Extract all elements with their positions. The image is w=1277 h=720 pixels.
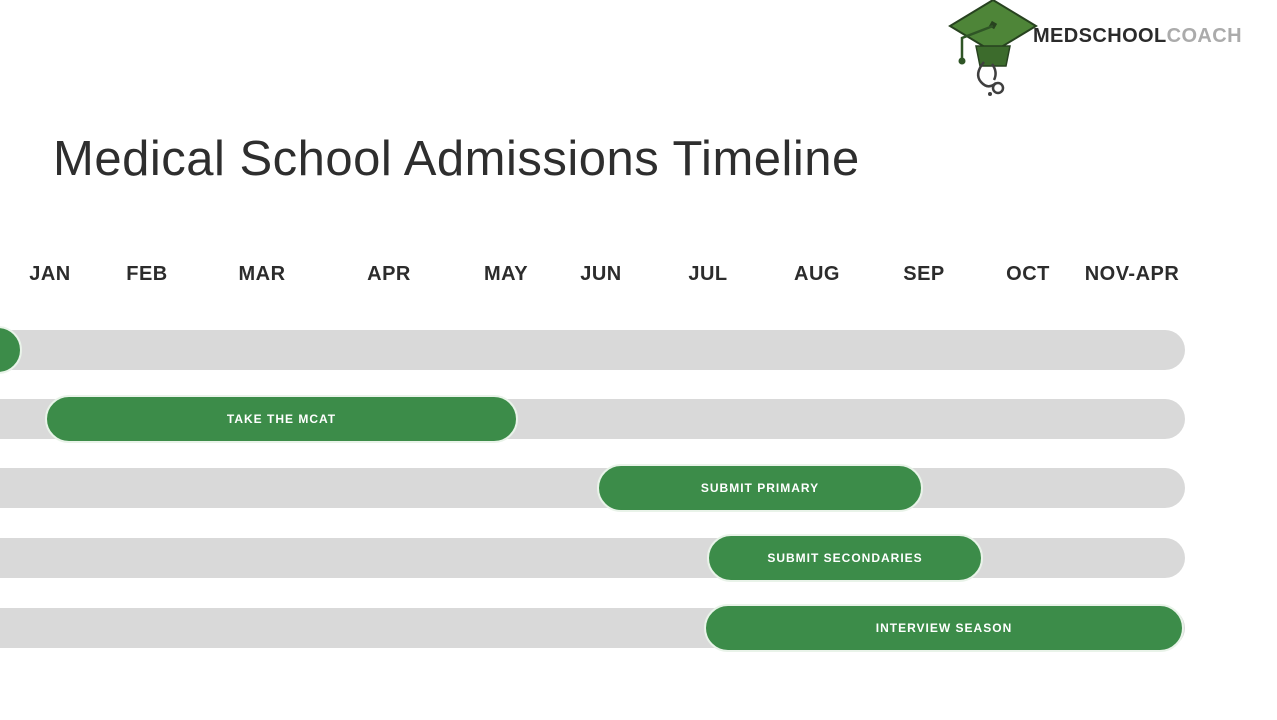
month-label-aug: AUG: [794, 263, 840, 285]
task-bar-label: INTERVIEW SEASON: [875, 621, 1013, 635]
month-label-jul: JUL: [688, 263, 728, 285]
month-label-jan: JAN: [29, 263, 71, 285]
timeline-track-row1: [0, 330, 1185, 370]
month-label-oct: OCT: [1006, 263, 1050, 285]
month-label-sep: SEP: [903, 263, 945, 285]
task-bar-label: SUBMIT SECONDARIES: [767, 551, 923, 565]
month-label-nov-apr: NOV-APR: [1084, 263, 1180, 285]
month-label-mar: MAR: [238, 263, 286, 285]
page-title: Medical School Admissions Timeline: [53, 132, 860, 186]
brand-coach: COACH: [1166, 25, 1242, 47]
task-bar-submit-primary: [597, 464, 923, 512]
task-bar-label: TAKE THE MCAT: [226, 412, 337, 426]
task-bar-take-the-mcat: [45, 395, 518, 443]
brand-wordmark: [1033, 25, 1242, 48]
task-bar-interview-season: [704, 604, 1184, 652]
graduation-cap-stethoscope-icon: [948, 0, 1038, 102]
timeline-track-row4: [0, 538, 1185, 578]
month-label-may: MAY: [483, 263, 529, 285]
timeline-track-row3: [0, 468, 1185, 508]
month-label-feb: FEB: [126, 263, 168, 285]
month-label-apr: APR: [367, 263, 411, 285]
task-bar-label: SUBMIT PRIMARY: [700, 481, 820, 495]
brand-medschool: MEDSCHOOL: [1033, 25, 1167, 47]
task-bar-submit-secondaries: [707, 534, 983, 582]
month-label-jun: JUN: [580, 263, 622, 285]
